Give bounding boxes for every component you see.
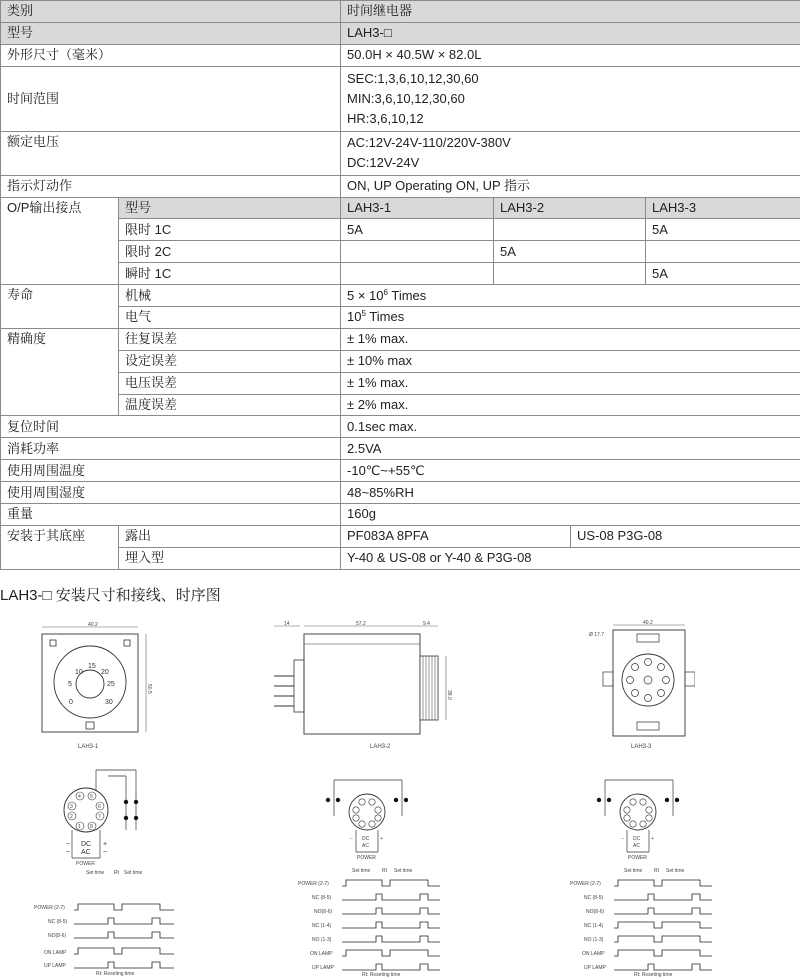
spec-label: 寿命: [1, 285, 119, 329]
voltage-dc: DC:12V-24V: [347, 155, 420, 171]
life-row: [1, 285, 800, 307]
output-subheader: 型号: [119, 197, 341, 219]
life-electrical-label: 电气: [119, 307, 341, 329]
output-cell: 5A: [646, 263, 800, 285]
timing-row-label: UP LAMP: [44, 963, 66, 969]
timing-row-label: UP LAMP: [312, 965, 334, 971]
life-exponent: 5: [361, 309, 366, 319]
timing-row-label: POWER (2-7): [570, 881, 601, 887]
accuracy-label: 设定误差: [119, 350, 341, 372]
spec-label: 型号: [1, 22, 341, 44]
timing-row-label: ON LAMP: [44, 950, 67, 956]
spec-row-temp: [1, 460, 800, 482]
mounting-embedded-value: Y-40 & US-08 or Y-40 & P3G-08: [341, 547, 800, 569]
accuracy-row: [1, 328, 800, 350]
spec-value: [341, 66, 800, 131]
timing-row-label: NC (8-5): [584, 895, 604, 901]
spec-label: 使用周围湿度: [1, 482, 341, 504]
voltage-ac: AC:12V-24V-110/220V-380V: [347, 135, 511, 151]
spec-value: 160g: [341, 504, 800, 526]
dc-minus: −: [66, 841, 71, 848]
power-label: POWER: [357, 855, 376, 861]
timing-row-label: NC (8-5): [48, 919, 68, 925]
side-view-diagram: [270, 620, 465, 755]
dc-minus: −: [350, 836, 353, 842]
accuracy-value: ± 2% max.: [341, 394, 800, 416]
spec-row-weight: [1, 504, 800, 526]
set-time-label: Set time: [352, 868, 371, 874]
accuracy-value: ± 1% max.: [341, 328, 800, 350]
mounting-exposed-value1: PF083A 8PFA: [341, 525, 571, 547]
wiring-diagram-lah3-1: [58, 764, 148, 872]
timing-row-label: NC (1-4): [584, 923, 604, 929]
dial-mark: 30: [105, 699, 113, 706]
spec-label: O/P输出接点: [1, 197, 119, 285]
pin-label: 3: [70, 804, 73, 810]
output-cell: [494, 263, 646, 285]
spec-value: 50.0H × 40.5W × 82.0L: [341, 44, 800, 66]
spec-value: 48~85%RH: [341, 482, 800, 504]
spec-row-reset-time: [1, 416, 800, 438]
accuracy-value: ± 10% max: [341, 350, 800, 372]
dial-mark: 0: [69, 699, 73, 706]
spec-row-rated-voltage: [1, 131, 800, 175]
spec-label: 安装于其底座: [1, 525, 119, 569]
dc-plus: +: [380, 836, 383, 842]
accuracy-row: [1, 394, 800, 416]
output-model-1: LAH3-1: [341, 197, 494, 219]
spec-label: 时间范围: [1, 66, 341, 131]
set-time-label: Set time: [666, 868, 685, 874]
time-range-hr: HR:3,6,10,12: [347, 110, 424, 126]
life-unit: Times: [369, 309, 405, 325]
dial-mark: 15: [88, 663, 96, 670]
output-row-label: 限时 1C: [119, 219, 341, 241]
rt-label: Rt: [382, 868, 387, 874]
output-cell: 5A: [341, 219, 494, 241]
output-cell: [646, 241, 800, 263]
output-row-label: 限时 2C: [119, 241, 341, 263]
spec-row-humidity: [1, 482, 800, 504]
mounting-row: [1, 547, 800, 569]
output-row: [1, 263, 800, 285]
back-view-diagram: [585, 620, 695, 755]
output-row: [1, 241, 800, 263]
spec-label: 使用周围温度: [1, 460, 341, 482]
spec-value: 0.1sec max.: [341, 416, 800, 438]
accuracy-value: ± 1% max.: [341, 372, 800, 394]
life-unit: Times: [391, 287, 427, 303]
spec-label: 类别: [1, 1, 341, 23]
life-base: 5 × 10: [347, 287, 384, 303]
pin-label: 5: [90, 794, 93, 800]
time-range-sec: SEC:1,3,6,10,12,30,60: [347, 70, 479, 86]
pin-label: 2: [70, 814, 73, 820]
spec-label: 重量: [1, 504, 341, 526]
timing-chart-lah3-1: [34, 868, 184, 977]
pin-label: 6: [98, 804, 101, 810]
timing-row-label: NC (1-4): [312, 923, 332, 929]
spec-label: 外形尺寸（毫米）: [1, 44, 341, 66]
timing-row-label: POWER (2-7): [298, 881, 329, 887]
output-model-3: LAH3-3: [646, 197, 800, 219]
dc-label: DC: [362, 836, 370, 842]
life-base: 10: [347, 309, 362, 325]
mounting-exposed-label: 露出: [119, 525, 341, 547]
mounting-row: [1, 525, 800, 547]
spec-label: 指示灯动作: [1, 175, 341, 197]
ac-label: AC: [362, 843, 369, 849]
accuracy-row: [1, 372, 800, 394]
timing-row-label: NO(8-6): [586, 909, 605, 915]
spec-row-output-header: [1, 197, 800, 219]
back-hole-dim: Ø 17.7: [589, 632, 605, 638]
power-label: POWER: [628, 855, 647, 861]
pin-label: 7: [98, 814, 101, 820]
output-cell: 5A: [646, 219, 800, 241]
set-time-label: Set time: [624, 868, 643, 874]
timing-chart-lah3-2: [298, 866, 448, 977]
spec-label: 额定电压: [1, 131, 341, 175]
output-cell: 5A: [494, 241, 646, 263]
spec-row-time-range: [1, 66, 800, 131]
timing-chart-lah3-3: [570, 866, 720, 977]
ac-label: AC: [81, 849, 91, 856]
dc-plus: +: [103, 841, 108, 848]
timing-row-label: NC (8-5): [312, 895, 332, 901]
rt-note: Rt: Reseting time: [634, 972, 673, 977]
life-mechanical-value: [341, 285, 800, 307]
timing-row-label: ON LAMP: [582, 951, 605, 957]
side-dim-c: 9.4: [423, 621, 430, 627]
timing-row-label: POWER (2-7): [34, 905, 65, 911]
mounting-exposed-value2: US-08 P3G-08: [571, 525, 800, 547]
life-electrical-value: [341, 307, 800, 329]
time-range-min: MIN:3,6,10,12,30,60: [347, 90, 465, 106]
spec-label: 复位时间: [1, 416, 341, 438]
spec-row-model: [1, 22, 800, 44]
set-time-label: Set time: [394, 868, 413, 874]
ac-label: AC: [633, 843, 640, 849]
back-width-dim: 40.2: [643, 620, 653, 626]
front-caption: LAH3-1: [78, 744, 99, 750]
spec-value: ON, UP Operating ON, UP 指示: [341, 175, 800, 197]
timing-row-label: NO(8-6): [314, 909, 333, 915]
dial-mark: 25: [107, 681, 115, 688]
rt-label: Rt: [114, 870, 119, 876]
timing-row-label: UP LAMP: [584, 965, 606, 971]
side-caption: LAH3-2: [370, 744, 391, 750]
front-width-dim: 40.2: [88, 622, 98, 628]
ac-tilde: ~: [103, 849, 108, 856]
side-dim-a: 14: [284, 621, 290, 627]
dc-label: DC: [633, 836, 641, 842]
dc-minus: −: [621, 836, 624, 842]
timing-row-label: NO(8-6): [48, 933, 67, 939]
side-dim-d: 38.0: [446, 690, 452, 700]
spec-value: LAH3-□: [341, 22, 800, 44]
output-cell: [494, 219, 646, 241]
dc-label: DC: [81, 841, 92, 848]
output-cell: [341, 241, 494, 263]
front-view-diagram: [30, 622, 160, 752]
accuracy-label: 电压误差: [119, 372, 341, 394]
dial-mark: 20: [101, 669, 109, 676]
life-mechanical-label: 机械: [119, 285, 341, 307]
spec-row-power: [1, 438, 800, 460]
life-row: [1, 307, 800, 329]
timing-row-label: NO (1-3): [584, 937, 604, 943]
output-cell: [341, 263, 494, 285]
front-height-dim: 50.5: [146, 684, 152, 694]
output-row: [1, 219, 800, 241]
spec-row-dimensions: [1, 44, 800, 66]
accuracy-row: [1, 350, 800, 372]
pin-label: 1: [78, 824, 81, 830]
life-exponent: 6: [383, 287, 388, 297]
accuracy-label: 往复误差: [119, 328, 341, 350]
spec-value: 时间继电器: [341, 1, 800, 23]
spec-label: 精确度: [1, 328, 119, 416]
spec-value: 2.5VA: [341, 438, 800, 460]
rt-note: Rt: Reseting time: [362, 972, 401, 977]
spec-value: [341, 131, 800, 175]
spec-row-category: [1, 1, 800, 23]
set-time-label: Set time: [124, 870, 143, 876]
dial-mark: 5: [68, 681, 72, 688]
accuracy-label: 温度误差: [119, 394, 341, 416]
output-row-label: 瞬时 1C: [119, 263, 341, 285]
rt-note: Rt: Reseting time: [96, 971, 135, 977]
dial-mark: 10: [75, 669, 83, 676]
back-caption: LAH3-3: [631, 744, 652, 750]
wiring-diagram-lah3-3: [593, 776, 683, 862]
dc-plus: +: [651, 836, 654, 842]
spec-row-indicator: [1, 175, 800, 197]
timing-row-label: NO (1-3): [312, 937, 332, 943]
rt-label: Rt: [654, 868, 659, 874]
spec-value: -10℃~+55℃: [341, 460, 800, 482]
power-label: POWER: [76, 861, 95, 867]
mounting-embedded-label: 埋入型: [119, 547, 341, 569]
output-model-2: LAH3-2: [494, 197, 646, 219]
spec-label: 消耗功率: [1, 438, 341, 460]
section-title: LAH3-□ 安装尺寸和接线、时序图: [0, 587, 221, 604]
pin-label: 4: [78, 794, 81, 800]
wiring-diagram-lah3-2: [322, 776, 412, 862]
timing-row-label: ON LAMP: [310, 951, 333, 957]
ac-tilde: ~: [66, 849, 71, 856]
pin-label: 8: [90, 824, 93, 830]
set-time-label: Set time: [86, 870, 105, 876]
side-dim-b: 57.2: [356, 621, 366, 627]
